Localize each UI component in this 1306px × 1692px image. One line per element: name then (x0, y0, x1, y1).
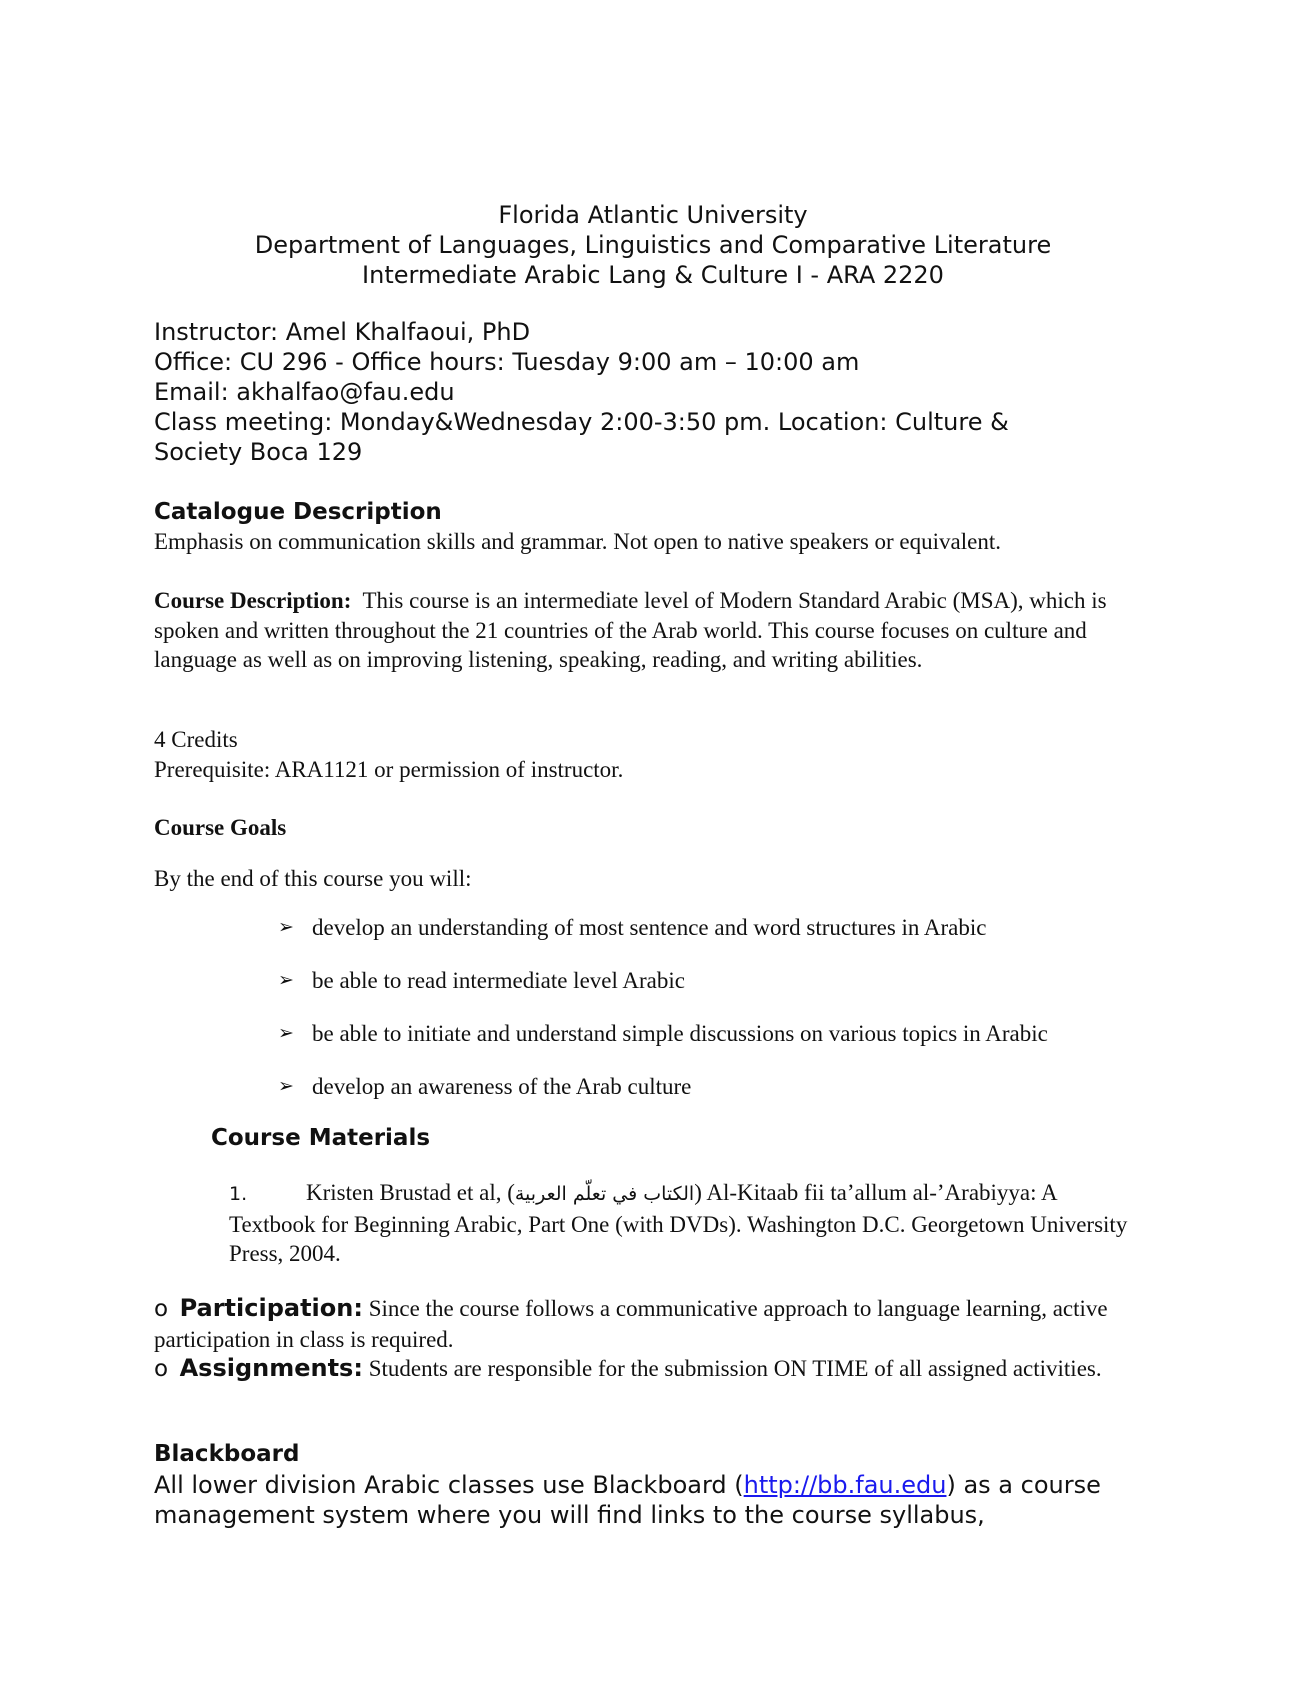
participation-text: Since the course follows a communicative approach to language learning, active participation in class is required. (154, 1296, 1108, 1352)
course-title: Intermediate Arabic Lang & Culture I - ARA 2220 (362, 261, 944, 289)
goal-text: be able to initiate and understand simple discussions on various topics in Arabic (312, 1021, 1048, 1046)
blackboard-link[interactable]: http://bb.fau.edu (743, 1471, 947, 1499)
assignments-label: Assignments: (179, 1354, 363, 1382)
policies-block (154, 1294, 1144, 1385)
goal-text: develop an understanding of most sentence and word structures in Arabic (312, 915, 987, 940)
materials-arabic-title: الكتاب في تعلّم العربية (514, 1183, 695, 1205)
catalogue-text: Emphasis on communication skills and grammar. Not open to native speakers or equivalent. (154, 529, 1001, 554)
catalogue-heading: Catalogue Description (154, 499, 442, 525)
university-name: Florida Atlantic University (498, 201, 808, 229)
materials-heading: Course Materials (211, 1125, 431, 1151)
course-description-label: Course Description: (154, 588, 352, 613)
goals-heading: Course Goals (154, 815, 287, 840)
list-item (278, 1072, 1178, 1125)
goals-list (278, 913, 1178, 1125)
office-line: Office: CU 296 - Office hours: Tuesday 9:00 am – 10:00 am (154, 348, 860, 376)
blackboard-text-before: All lower division Arabic classes use Blackboard ( (154, 1471, 744, 1499)
instructor-info (154, 317, 1154, 467)
materials-item (229, 1178, 1139, 1269)
policy-marker: o (154, 1356, 169, 1382)
materials-rest: ) Al-Kitaab fii ta’allum al-’Arabiyya: A Textbook for Beginning Arabic, Part One (with DVDs). Washington D.C. Georgetown University Press, 2004. (229, 1180, 1128, 1266)
blackboard-text (154, 1470, 1154, 1530)
goals-intro: By the end of this course you will: (154, 866, 472, 891)
department-name: Department of Languages, Linguistics and Comparative Literature (254, 231, 1052, 259)
materials-item-number: 1. (229, 1183, 248, 1205)
list-item (278, 966, 1178, 1019)
participation-label: Participation: (179, 1294, 363, 1322)
assignments-policy (154, 1354, 1144, 1385)
assignments-text: Students are responsible for the submission ON TIME of all assigned activities. (368, 1356, 1102, 1381)
participation-policy (154, 1294, 1144, 1354)
instructor-line: Instructor: Amel Khalfaoui, PhD (154, 318, 531, 346)
blackboard-text-after: ) as a course management system where you will find links to the course syllabus, (154, 1471, 1101, 1529)
course-description-text: This course is an intermediate level of Modern Standard Arabic (MSA), which is spoken and written throughout the 21 countries of the Arab world. This course focuses on culture and language as well as on improving listening, speaking, reading, and writing abilities. (154, 588, 1107, 672)
policy-marker: o (154, 1296, 169, 1322)
class-meeting-line: Class meeting: Monday&Wednesday 2:00-3:50 pm. Location: Culture & Society Boca 129 (154, 408, 1009, 466)
credits-line: 4 Credits (154, 727, 238, 752)
credits-block (154, 725, 1154, 784)
goal-text: develop an awareness of the Arab culture (312, 1074, 692, 1099)
course-description (154, 586, 1144, 675)
list-item (278, 913, 1178, 966)
arrow-bullet-icon: ➢ (278, 916, 294, 938)
email-line: Email: akhalfao@fau.edu (154, 378, 455, 406)
document-header (0, 200, 1306, 290)
arrow-bullet-icon: ➢ (278, 1075, 294, 1097)
prerequisite-line: Prerequisite: ARA1121 or permission of instructor. (154, 756, 624, 782)
arrow-bullet-icon: ➢ (278, 1022, 294, 1044)
materials-author: Kristen Brustad et al, ( (306, 1180, 515, 1205)
goal-text: be able to read intermediate level Arabic (312, 968, 685, 993)
list-item (278, 1019, 1178, 1072)
arrow-bullet-icon: ➢ (278, 969, 294, 991)
blackboard-heading: Blackboard (154, 1441, 300, 1467)
